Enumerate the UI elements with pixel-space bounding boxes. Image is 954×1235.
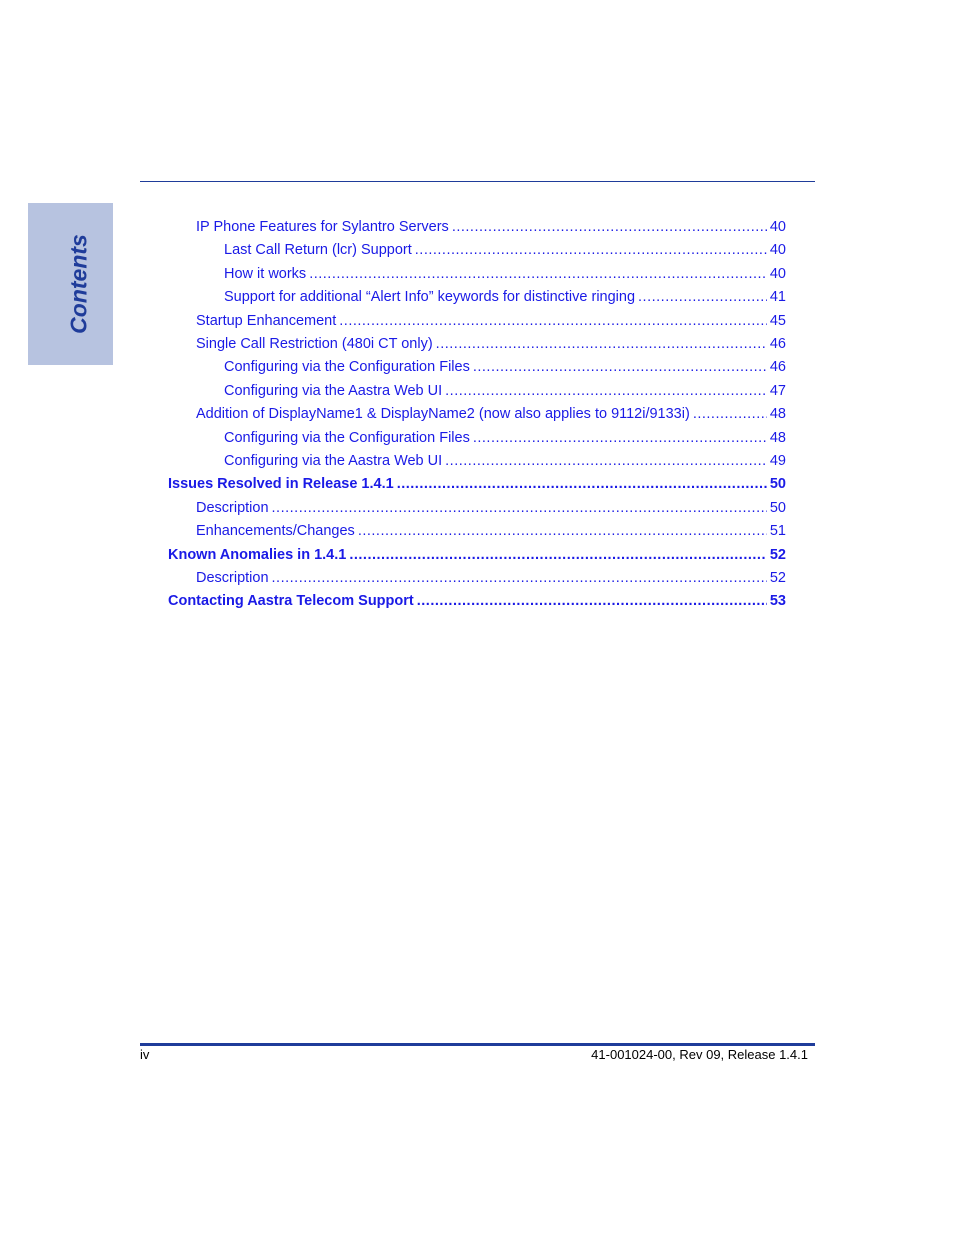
toc-entry-title: How it works xyxy=(224,266,307,282)
toc-entry[interactable] xyxy=(196,313,786,333)
toc-entry-page-number: 45 xyxy=(769,313,786,329)
toc-entry-title: Addition of DisplayName1 & DisplayName2 (now also applies to 9112i/9133i) xyxy=(196,406,690,422)
top-rule xyxy=(140,181,815,182)
toc-dot-leader xyxy=(693,406,767,422)
toc-entry[interactable] xyxy=(168,476,786,496)
toc-entry[interactable] xyxy=(196,406,786,426)
toc-entry-title: Issues Resolved in Release 1.4.1 xyxy=(168,476,394,492)
toc-entry[interactable] xyxy=(196,523,786,543)
toc-entry-title: Configuring via the Configuration Files xyxy=(224,359,470,375)
toc-entry-title: IP Phone Features for Sylantro Servers xyxy=(196,219,449,235)
toc-dot-leader xyxy=(309,266,767,282)
toc-dot-leader xyxy=(415,242,767,258)
toc-entry-page-number: 50 xyxy=(769,476,786,492)
toc-entry-title: Configuring via the Aastra Web UI xyxy=(224,453,443,469)
toc-entry[interactable] xyxy=(196,219,786,239)
toc-entry-title: Configuring via the Aastra Web UI xyxy=(224,383,443,399)
toc-entry-page-number: 52 xyxy=(769,570,786,586)
footer-doc-info: 41-001024-00, Rev 09, Release 1.4.1 xyxy=(591,1047,808,1062)
toc-dot-leader xyxy=(452,219,767,235)
toc-entry[interactable] xyxy=(224,266,786,286)
bottom-rule xyxy=(140,1043,815,1046)
toc-entry[interactable] xyxy=(168,593,786,613)
contents-side-tab-label: Contents xyxy=(65,234,92,334)
toc-entry-page-number: 49 xyxy=(769,453,786,469)
toc-entry[interactable] xyxy=(224,359,786,379)
toc-dot-leader xyxy=(397,476,767,492)
toc-dot-leader xyxy=(445,383,767,399)
toc-entry-title: Support for additional “Alert Info” keywords for distinctive ringing xyxy=(224,289,636,305)
toc-entry[interactable] xyxy=(196,500,786,520)
toc-entry[interactable] xyxy=(224,383,786,403)
toc-dot-leader xyxy=(272,570,767,586)
toc-entry-page-number: 46 xyxy=(769,359,786,375)
toc-entry[interactable] xyxy=(224,453,786,473)
toc-dot-leader xyxy=(473,359,767,375)
toc-entry-title: Last Call Return (lcr) Support xyxy=(224,242,412,258)
toc-entry[interactable] xyxy=(224,289,786,309)
footer-page-number: iv xyxy=(140,1047,150,1062)
toc-entry-title: Enhancements/Changes xyxy=(196,523,355,539)
toc-entry[interactable] xyxy=(196,336,786,356)
toc-entry-page-number: 40 xyxy=(769,219,786,235)
toc-entry[interactable] xyxy=(224,430,786,450)
toc-entry-page-number: 47 xyxy=(769,383,786,399)
toc-dot-leader xyxy=(349,547,767,563)
toc-entry-page-number: 53 xyxy=(769,593,786,609)
toc-dot-leader xyxy=(638,289,767,305)
toc-dot-leader xyxy=(272,500,767,516)
toc-entry-page-number: 40 xyxy=(769,242,786,258)
toc-entry-title: Known Anomalies in 1.4.1 xyxy=(168,547,347,563)
toc-entry[interactable] xyxy=(168,547,786,567)
toc-entry[interactable] xyxy=(196,570,786,590)
toc-entry-page-number: 46 xyxy=(769,336,786,352)
toc-entry-title: Configuring via the Configuration Files xyxy=(224,430,470,446)
toc-dot-leader xyxy=(473,430,767,446)
toc-dot-leader xyxy=(436,336,767,352)
toc-entry-title: Description xyxy=(196,500,269,516)
toc-dot-leader xyxy=(445,453,767,469)
toc-entry-page-number: 48 xyxy=(769,406,786,422)
toc-dot-leader xyxy=(339,313,767,329)
toc-entry-title: Description xyxy=(196,570,269,586)
toc-entry-page-number: 40 xyxy=(769,266,786,282)
toc-entry-page-number: 51 xyxy=(769,523,786,539)
toc-entry-title: Startup Enhancement xyxy=(196,313,337,329)
toc-entry[interactable] xyxy=(224,242,786,262)
toc-dot-leader xyxy=(417,593,767,609)
toc-entry-title: Contacting Aastra Telecom Support xyxy=(168,593,414,609)
toc-entry-title: Single Call Restriction (480i CT only) xyxy=(196,336,433,352)
toc-entry-page-number: 52 xyxy=(769,547,786,563)
toc-entry-page-number: 48 xyxy=(769,430,786,446)
toc-dot-leader xyxy=(358,523,767,539)
toc-entry-page-number: 41 xyxy=(769,289,786,305)
toc-entry-page-number: 50 xyxy=(769,500,786,516)
